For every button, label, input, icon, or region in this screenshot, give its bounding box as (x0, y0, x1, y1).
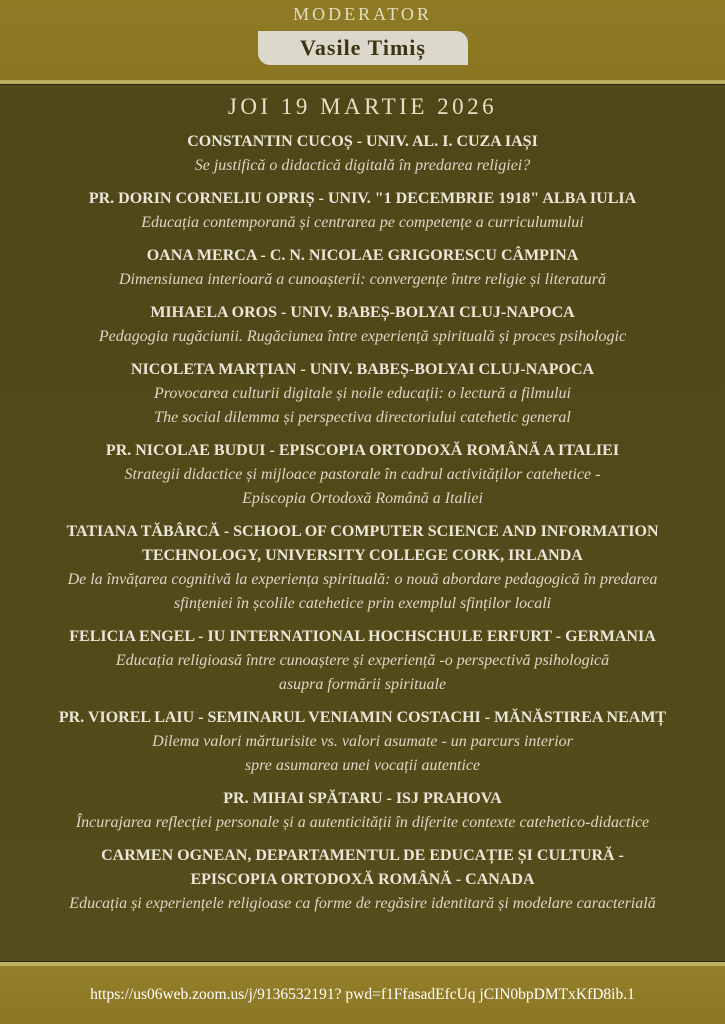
speaker-entry (0, 130, 725, 178)
speaker-entry (0, 787, 725, 835)
presentation-title: Încurajarea reflecției personale și a autenticității în diferite contexte catehetico-didactice (75, 814, 650, 831)
presentation-title: Educația contemporană și centrarea pe competențe a curriculumului (141, 214, 584, 231)
speaker-entry (0, 187, 725, 235)
presentation-title: Episcopia Ortodoxă Română a Italiei (242, 490, 483, 507)
speaker-name: PR. MIHAI SPĂTARU - ISJ PRAHOVA (223, 790, 502, 807)
presentation-title: sfințeniei în școlile catehetice prin exemplul sfinților locali (173, 595, 552, 612)
speaker-entry (0, 244, 725, 292)
presentation-title: Educația religioasă între cunoaștere și experiență -o perspectivă psihologică (115, 652, 610, 669)
presentation-title: Provocarea culturii digitale și noile educații: o lectură a filmului (154, 385, 571, 402)
speaker-entry (0, 520, 725, 616)
program-panel (0, 88, 725, 961)
speaker-name: PR. DORIN CORNELIU OPRIȘ - UNIV. "1 DECEMBRIE 1918" ALBA IULIA (88, 190, 637, 207)
speaker-name-continued: TECHNOLOGY, UNIVERSITY COLLEGE CORK, IRLANDA (142, 547, 583, 564)
presentation-title: Se justifică o didactică digitală în predarea religiei? (194, 157, 531, 174)
speaker-entry (0, 844, 725, 916)
speaker-name: TATIANA TĂBÂRCĂ - SCHOOL OF COMPUTER SCIENCE AND INFORMATION (66, 523, 659, 540)
speaker-entry (0, 625, 725, 697)
speaker-entry (0, 439, 725, 511)
speaker-name: PR. VIOREL LAIU - SEMINARUL VENIAMIN COSTACHI - MĂNĂSTIREA NEAMȚ (58, 709, 667, 726)
speaker-name-continued: EPISCOPIA ORTODOXĂ ROMÂNĂ - CANADA (190, 871, 535, 888)
presentation-title: asupra formării spirituale (278, 676, 447, 693)
presentation-title: De la învățarea cognitivă la experiența spirituală: o nouă abordare pedagogică în predarea (67, 571, 658, 588)
presentation-title: Dilema valori mărturisite vs. valori asumate - un parcurs interior (152, 733, 573, 750)
date-title: JOI 19 MARTIE 2026 (227, 94, 498, 119)
speaker-entry (0, 301, 725, 349)
presentation-title: Pedagogia rugăciunii. Rugăciunea între experiență spirituală și proces psihologic (98, 328, 627, 345)
speaker-name: OANA MERCA - C. N. NICOLAE GRIGORESCU CÂMPINA (146, 247, 579, 264)
moderator-label: MODERATOR (293, 4, 432, 24)
footer-band (0, 966, 725, 1024)
speaker-name: PR. NICOLAE BUDUI - EPISCOPIA ORTODOXĂ ROMÂNĂ A ITALIEI (105, 442, 620, 459)
speaker-list (0, 130, 725, 925)
presentation-title: Dimensiunea interioară a cunoașterii: convergențe între religie și literatură (118, 271, 607, 288)
speaker-name: CONSTANTIN CUCOȘ - UNIV. AL. I. CUZA IAȘI (187, 133, 538, 150)
header-divider (0, 80, 725, 85)
presentation-title: The social dilemma și perspectiva directoriului catehetic general (154, 409, 571, 426)
speaker-name: MIHAELA OROS - UNIV. BABEȘ-BOLYAI CLUJ-NAPOCA (150, 304, 575, 321)
header-band (0, 0, 725, 80)
speaker-entry (0, 706, 725, 778)
speaker-entry (0, 358, 725, 430)
presentation-title: Educația și experiențele religioase ca forme de regăsire identitară și modelare caracterială (69, 895, 656, 912)
speaker-name: NICOLETA MARȚIAN - UNIV. BABEȘ-BOLYAI CLUJ-NAPOCA (130, 361, 595, 378)
moderator-name: Vasile Timiș (258, 31, 468, 65)
presentation-title: Strategii didactice și mijloace pastorale în cadrul activităților catehetice - (124, 466, 601, 483)
presentation-title: spre asumarea unei vocații autentice (244, 757, 481, 774)
speaker-name: FELICIA ENGEL - IU INTERNATIONAL HOCHSCHULE ERFURT - GERMANIA (69, 628, 656, 645)
speaker-name: CARMEN OGNEAN, DEPARTAMENTUL DE EDUCAȚIE ȘI CULTURĂ - (101, 847, 624, 864)
zoom-link[interactable]: https://us06web.zoom.us/j/9136532191? pwd=f1FfasadEfcUq jCIN0bpDMTxKfD8ib.1 (90, 986, 635, 1003)
